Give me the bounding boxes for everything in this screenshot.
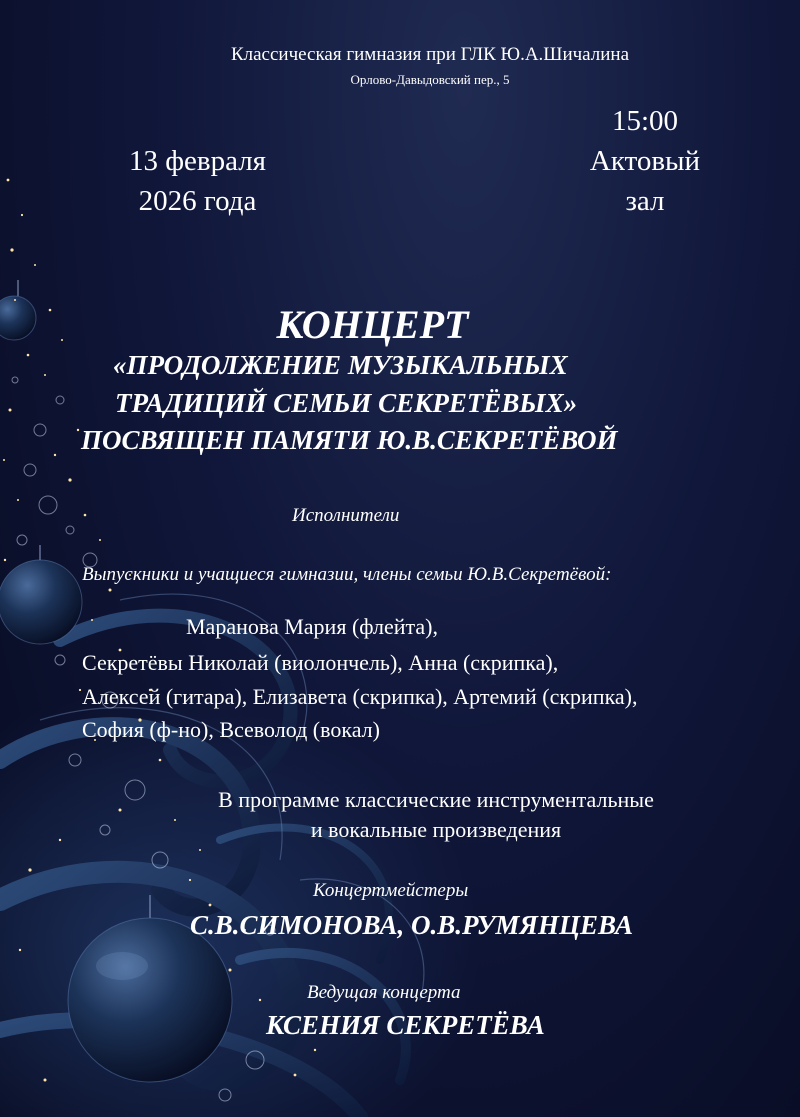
program-description-line1: В программе классические инструментальные — [218, 787, 654, 812]
event-venue-line1: Актовый — [589, 145, 701, 177]
performer-line: Алексей (гитара), Елизавета (скрипка), Артемий (скрипка), — [82, 684, 638, 709]
accompanists-label: Концертмейстеры — [313, 880, 469, 901]
performer-line: Маранова Мария (флейта), — [186, 614, 438, 639]
performers-group: Выпускники и учащиеся гимназии, члены семьи Ю.В.Секретёвой: — [82, 564, 612, 585]
concert-subtitle-line2: ТРАДИЦИЙ СЕМЬИ СЕКРЕТЁВЫХ» — [115, 388, 578, 418]
concert-title: КОНЦЕРТ — [276, 302, 469, 347]
school-name: Классическая гимназия при ГЛК Ю.А.Шичалина — [230, 44, 630, 65]
accompanists-names: С.В.СИМОНОВА, О.В.РУМЯНЦЕВА — [190, 910, 634, 940]
host-label: Ведущая концерта — [307, 982, 461, 1003]
event-date-year: 2026 года — [138, 185, 257, 217]
concert-dedication: ПОСВЯЩЕН ПАМЯТИ Ю.В.СЕКРЕТЁВОЙ — [81, 425, 618, 455]
christmas-ball-middle — [0, 545, 82, 644]
host-name: КСЕНИЯ СЕКРЕТЁВА — [266, 1010, 545, 1040]
concert-subtitle-line1: «ПРОДОЛЖЕНИЕ МУЗЫКАЛЬНЫХ — [113, 350, 568, 380]
performer-line: София (ф-но), Всеволод (вокал) — [82, 717, 380, 742]
event-time: 15:00 — [611, 105, 679, 137]
program-description-line2: и вокальные произведения — [310, 817, 562, 842]
school-address: Орлово-Давыдовский пер., 5 — [350, 72, 510, 87]
performers-label: Исполнители — [292, 505, 400, 526]
event-venue-line2: зал — [625, 185, 665, 217]
performer-line: Секретёвы Николай (виолончель), Анна (скрипка), — [82, 650, 559, 675]
event-date-day: 13 февраля — [128, 145, 267, 177]
